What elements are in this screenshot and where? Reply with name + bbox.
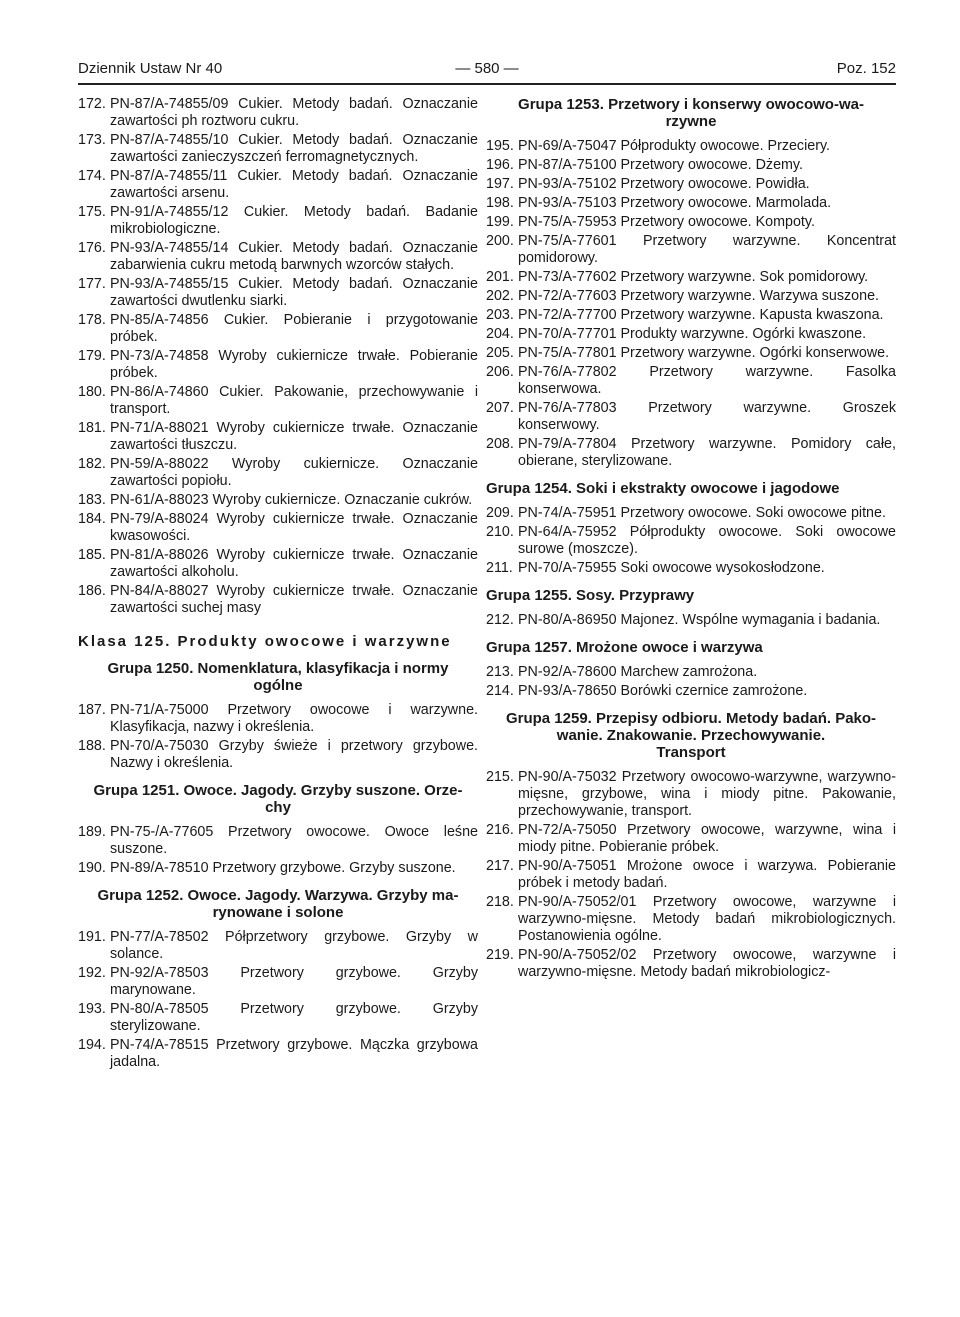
- standard-entry: [78, 860, 478, 877]
- standard-entry: [486, 307, 896, 324]
- entry-number: 214.: [486, 683, 514, 699]
- entry-text: PN-72/A-77700 Przetwory warzywne. Kapusta kwaszona.: [518, 307, 884, 323]
- group-heading-line: Grupa 1250. Nomenklatura, klasyfikacja i normy: [107, 660, 449, 677]
- standard-entry: [486, 214, 896, 231]
- page-number: — 580 —: [455, 60, 519, 77]
- standard-entry: [486, 195, 896, 212]
- standard-entry: [78, 492, 478, 509]
- group-heading-1251: [78, 782, 478, 816]
- entry-text: PN-93/A-74855/15 Cukier. Metody badań. Oznaczanie zawartości dwutlenku siarki.: [110, 276, 478, 309]
- entry-text: PN-91/A-74855/12 Cukier. Metody badań. Badanie mikrobiologiczne.: [110, 204, 478, 237]
- entry-number: 199.: [486, 214, 514, 230]
- entry-text: PN-87/A-74855/10 Cukier. Metody badań. Oznaczanie zawartości zanieczyszczeń ferromagnetycznych.: [110, 132, 478, 165]
- standard-entry: [78, 824, 478, 858]
- entry-text: PN-72/A-75050 Przetwory owocowe, warzywne, wina i miody pitne. Pobieranie próbek.: [518, 822, 896, 855]
- entry-list: [78, 702, 478, 772]
- entry-text: PN-80/A-86950 Majonez. Wspólne wymagania i badania.: [518, 612, 881, 628]
- entry-text: PN-80/A-78505 Przetwory grzybowe. Grzyby sterylizowane.: [110, 1001, 478, 1034]
- entry-number: 172.: [78, 96, 106, 112]
- entry-text: PN-90/A-75052/01 Przetwory owocowe, warzywne i warzywno-mięsne. Metody badań mikrobiologicznych. Postanowienia ogólne.: [518, 894, 896, 944]
- entry-number: 175.: [78, 204, 106, 220]
- standard-entry: [78, 204, 478, 238]
- entry-text: PN-73/A-74858 Wyroby cukiernicze trwałe. Pobieranie próbek.: [110, 348, 478, 381]
- standard-entry: [78, 965, 478, 999]
- entry-text: PN-87/A-75100 Przetwory owocowe. Dżemy.: [518, 157, 803, 173]
- entry-list: [78, 824, 478, 877]
- standard-entry: [486, 138, 896, 155]
- entry-text: PN-79/A-77804 Przetwory warzywne. Pomidory całe, obierane, sterylizowane.: [518, 436, 896, 469]
- standard-entry: [78, 168, 478, 202]
- entry-number: 200.: [486, 233, 514, 249]
- entry-number: 182.: [78, 456, 106, 472]
- entry-text: PN-70/A-75030 Grzyby świeże i przetwory grzybowe. Nazwy i określenia.: [110, 738, 478, 771]
- standard-entry: [486, 505, 896, 522]
- group-heading-line: Grupa 1257. Mrożone owoce i warzywa: [486, 639, 763, 656]
- entry-number: 203.: [486, 307, 514, 323]
- group-heading-1253: [486, 96, 896, 130]
- entry-text: PN-71/A-88021 Wyroby cukiernicze trwałe. Oznaczanie zawartości tłuszczu.: [110, 420, 478, 453]
- standard-entry: [486, 176, 896, 193]
- entry-number: 188.: [78, 738, 106, 754]
- entry-number: 211.: [486, 560, 513, 576]
- entry-number: 181.: [78, 420, 106, 436]
- standard-entry: [78, 132, 478, 166]
- standard-entry: [486, 400, 896, 434]
- standard-entry: [78, 547, 478, 581]
- page-header: [78, 60, 896, 82]
- standard-entry: [78, 312, 478, 346]
- entry-text: PN-75-/A-77605 Przetwory owocowe. Owoce leśne suszone.: [110, 824, 478, 857]
- entry-number: 176.: [78, 240, 106, 256]
- class-heading: Klasa 125. Produkty owocowe i warzywne: [78, 633, 452, 650]
- entry-text: PN-74/A-75951 Przetwory owocowe. Soki owocowe pitne.: [518, 505, 886, 521]
- entry-text: PN-61/A-88023 Wyroby cukiernicze. Oznaczanie cukrów.: [110, 492, 473, 508]
- entry-list: [486, 664, 896, 700]
- group-heading-line: rynowane i solone: [212, 904, 344, 921]
- entry-list: [486, 769, 896, 981]
- entry-text: PN-76/A-77803 Przetwory warzywne. Groszek konserwowy.: [518, 400, 896, 433]
- entry-number: 198.: [486, 195, 514, 211]
- standard-entry: [486, 269, 896, 286]
- entry-number: 207.: [486, 400, 514, 416]
- entry-text: PN-73/A-77602 Przetwory warzywne. Sok pomidorowy.: [518, 269, 869, 285]
- group-heading-line: Grupa 1253. Przetwory i konserwy owocowo-wa-: [518, 96, 864, 113]
- entry-number: 204.: [486, 326, 514, 342]
- standard-entry: [486, 560, 896, 577]
- standard-entry: [486, 233, 896, 267]
- group-heading-line: ogólne: [253, 677, 303, 694]
- standard-entry: [78, 456, 478, 490]
- entry-number: 202.: [486, 288, 514, 304]
- position-number: Poz. 152: [836, 60, 896, 77]
- standard-entry: [486, 769, 896, 820]
- right-column: [486, 96, 896, 983]
- entry-number: 187.: [78, 702, 106, 718]
- entry-number: 177.: [78, 276, 106, 292]
- entry-number: 210.: [486, 524, 514, 540]
- group-heading-1255: [486, 587, 896, 604]
- entry-number: 196.: [486, 157, 514, 173]
- entry-text: PN-87/A-74855/09 Cukier. Metody badań. Oznaczanie zawartości ph roztworu cukru.: [110, 96, 478, 129]
- entry-number: 173.: [78, 132, 106, 148]
- group-heading-1257: [486, 639, 896, 656]
- entry-text: PN-74/A-78515 Przetwory grzybowe. Mączka grzybowa jadalna.: [110, 1037, 478, 1070]
- entry-number: 219.: [486, 947, 514, 963]
- entry-number: 206.: [486, 364, 514, 380]
- group-heading-1250: [78, 660, 478, 694]
- entry-text: PN-77/A-78502 Półprzetwory grzybowe. Grzyby w solance.: [110, 929, 478, 962]
- entry-text: PN-89/A-78510 Przetwory grzybowe. Grzyby suszone.: [110, 860, 456, 876]
- standard-entry: [486, 894, 896, 945]
- entry-text: PN-93/A-75103 Przetwory owocowe. Marmolada.: [518, 195, 832, 211]
- entry-number: 179.: [78, 348, 106, 364]
- entry-number: 186.: [78, 583, 106, 599]
- group-heading-line: chy: [265, 799, 291, 816]
- standard-entry: [78, 240, 478, 274]
- standard-entry: [486, 947, 896, 981]
- entry-number: 184.: [78, 511, 106, 527]
- standard-entry: [486, 364, 896, 398]
- entry-number: 195.: [486, 138, 514, 154]
- entry-number: 205.: [486, 345, 514, 361]
- group-heading-line: Grupa 1254. Soki i ekstrakty owocowe i jagodowe: [486, 480, 840, 497]
- header-rule: [78, 83, 896, 85]
- entry-text: PN-92/A-78503 Przetwory grzybowe. Grzyby marynowane.: [110, 965, 478, 998]
- entry-text: PN-87/A-74855/11 Cukier. Metody badań. Oznaczanie zawartości arsenu.: [110, 168, 478, 201]
- entry-text: PN-93/A-74855/14 Cukier. Metody badań. Oznaczanie zabarwienia cukru metodą barwnych wzorców stałych.: [110, 240, 478, 273]
- entry-list: [78, 929, 478, 1071]
- entry-text: PN-86/A-74860 Cukier. Pakowanie, przechowywanie i transport.: [110, 384, 478, 417]
- entry-number: 190.: [78, 860, 106, 876]
- standard-entry: [486, 664, 896, 681]
- entry-list: [486, 612, 896, 629]
- entry-list: [486, 138, 896, 470]
- entry-text: PN-75/A-77801 Przetwory warzywne. Ogórki konserwowe.: [518, 345, 890, 361]
- standard-entry: [486, 288, 896, 305]
- left-column: [78, 96, 478, 1073]
- entry-text: PN-70/A-77701 Produkty warzywne. Ogórki kwaszone.: [518, 326, 867, 342]
- entry-text: PN-81/A-88026 Wyroby cukiernicze trwałe. Oznaczanie zawartości alkoholu.: [110, 547, 478, 580]
- entry-number: 194.: [78, 1037, 106, 1053]
- standard-entry: [486, 612, 896, 629]
- group-heading-line: Transport: [656, 744, 726, 761]
- entry-text: PN-59/A-88022 Wyroby cukiernicze. Oznaczanie zawartości popiołu.: [110, 456, 478, 489]
- standard-entry: [78, 276, 478, 310]
- group-heading-line: Grupa 1252. Owoce. Jagody. Warzywa. Grzyby ma-: [97, 887, 459, 904]
- entry-list: [78, 96, 478, 617]
- entry-text: PN-70/A-75955 Soki owocowe wysokosłodzone.: [518, 560, 825, 576]
- standard-entry: [78, 583, 478, 617]
- entry-number: 218.: [486, 894, 514, 910]
- entry-text: PN-92/A-78600 Marchew zamrożona.: [518, 664, 758, 680]
- standard-entry: [486, 524, 896, 558]
- entry-text: PN-75/A-75953 Przetwory owocowe. Kompoty.: [518, 214, 815, 230]
- standard-entry: [486, 858, 896, 892]
- entry-text: PN-76/A-77802 Przetwory warzywne. Fasolka konserwowa.: [518, 364, 896, 397]
- entry-number: 174.: [78, 168, 106, 184]
- group-heading-1252: [78, 887, 478, 921]
- entry-number: 183.: [78, 492, 106, 508]
- group-heading-1254: [486, 480, 896, 497]
- standard-entry: [486, 326, 896, 343]
- group-heading-line: wanie. Znakowanie. Przechowywanie.: [556, 727, 826, 744]
- standard-entry: [486, 345, 896, 362]
- entry-text: PN-79/A-88024 Wyroby cukiernicze trwałe. Oznaczanie kwasowości.: [110, 511, 478, 544]
- entry-number: 191.: [78, 929, 106, 945]
- group-heading-line: Grupa 1251. Owoce. Jagody. Grzyby suszone. Orze-: [93, 782, 463, 799]
- entry-number: 180.: [78, 384, 106, 400]
- entry-number: 185.: [78, 547, 106, 563]
- standard-entry: [78, 511, 478, 545]
- entry-text: PN-93/A-78650 Borówki czernice zamrożone.: [518, 683, 808, 699]
- standard-entry: [486, 683, 896, 700]
- group-heading-1259: [486, 710, 896, 761]
- entry-number: 213.: [486, 664, 514, 680]
- journal-title: Dziennik Ustaw Nr 40: [78, 60, 223, 77]
- entry-text: PN-84/A-88027 Wyroby cukiernicze trwałe. Oznaczanie zawartości suchej masy: [110, 583, 478, 616]
- entry-text: PN-85/A-74856 Cukier. Pobieranie i przygotowanie próbek.: [110, 312, 478, 345]
- standard-entry: [486, 436, 896, 470]
- standard-entry: [78, 738, 478, 772]
- group-heading-line: Grupa 1259. Przepisy odbioru. Metody badań. Pako-: [505, 710, 877, 727]
- entry-number: 193.: [78, 1001, 106, 1017]
- standard-entry: [78, 1037, 478, 1071]
- standard-entry: [78, 420, 478, 454]
- standard-entry: [78, 1001, 478, 1035]
- entry-text: PN-90/A-75052/02 Przetwory owocowe, warzywne i warzywno-mięsne. Metody badań mikrobiologicz-: [518, 947, 896, 980]
- entry-number: 215.: [486, 769, 514, 785]
- entry-text: PN-69/A-75047 Półprodukty owocowe. Przeciery.: [518, 138, 831, 154]
- standard-entry: [78, 384, 478, 418]
- entry-number: 209.: [486, 505, 514, 521]
- entry-text: PN-72/A-77603 Przetwory warzywne. Warzywa suszone.: [518, 288, 879, 304]
- entry-number: 212.: [486, 612, 514, 628]
- entry-number: 178.: [78, 312, 106, 328]
- entry-number: 192.: [78, 965, 106, 981]
- group-heading-line: rzywne: [665, 113, 717, 130]
- entry-number: 197.: [486, 176, 514, 192]
- entry-text: PN-64/A-75952 Półprodukty owocowe. Soki owocowe surowe (moszcze).: [518, 524, 896, 557]
- entry-number: 217.: [486, 858, 514, 874]
- entry-text: PN-71/A-75000 Przetwory owocowe i warzywne. Klasyfikacja, nazwy i określenia.: [110, 702, 478, 735]
- standard-entry: [486, 157, 896, 174]
- entry-number: 189.: [78, 824, 106, 840]
- entry-text: PN-90/A-75032 Przetwory owocowo-warzywne, warzywno-mięsne, grzybowe, wina i miody pitne. Pakowanie, przechowywanie, transport.: [518, 769, 896, 819]
- entry-number: 216.: [486, 822, 514, 838]
- standard-entry: [78, 702, 478, 736]
- group-heading-line: Grupa 1255. Sosy. Przyprawy: [486, 587, 695, 604]
- entry-text: PN-93/A-75102 Przetwory owocowe. Powidła.: [518, 176, 810, 192]
- entry-list: [486, 505, 896, 577]
- standard-entry: [78, 929, 478, 963]
- standard-entry: [486, 822, 896, 856]
- entry-number: 208.: [486, 436, 514, 452]
- entry-number: 201.: [486, 269, 514, 285]
- entry-text: PN-75/A-77601 Przetwory warzywne. Koncentrat pomidorowy.: [518, 233, 896, 266]
- standard-entry: [78, 96, 478, 130]
- entry-text: PN-90/A-75051 Mrożone owoce i warzywa. Pobieranie próbek i metody badań.: [518, 858, 896, 891]
- standard-entry: [78, 348, 478, 382]
